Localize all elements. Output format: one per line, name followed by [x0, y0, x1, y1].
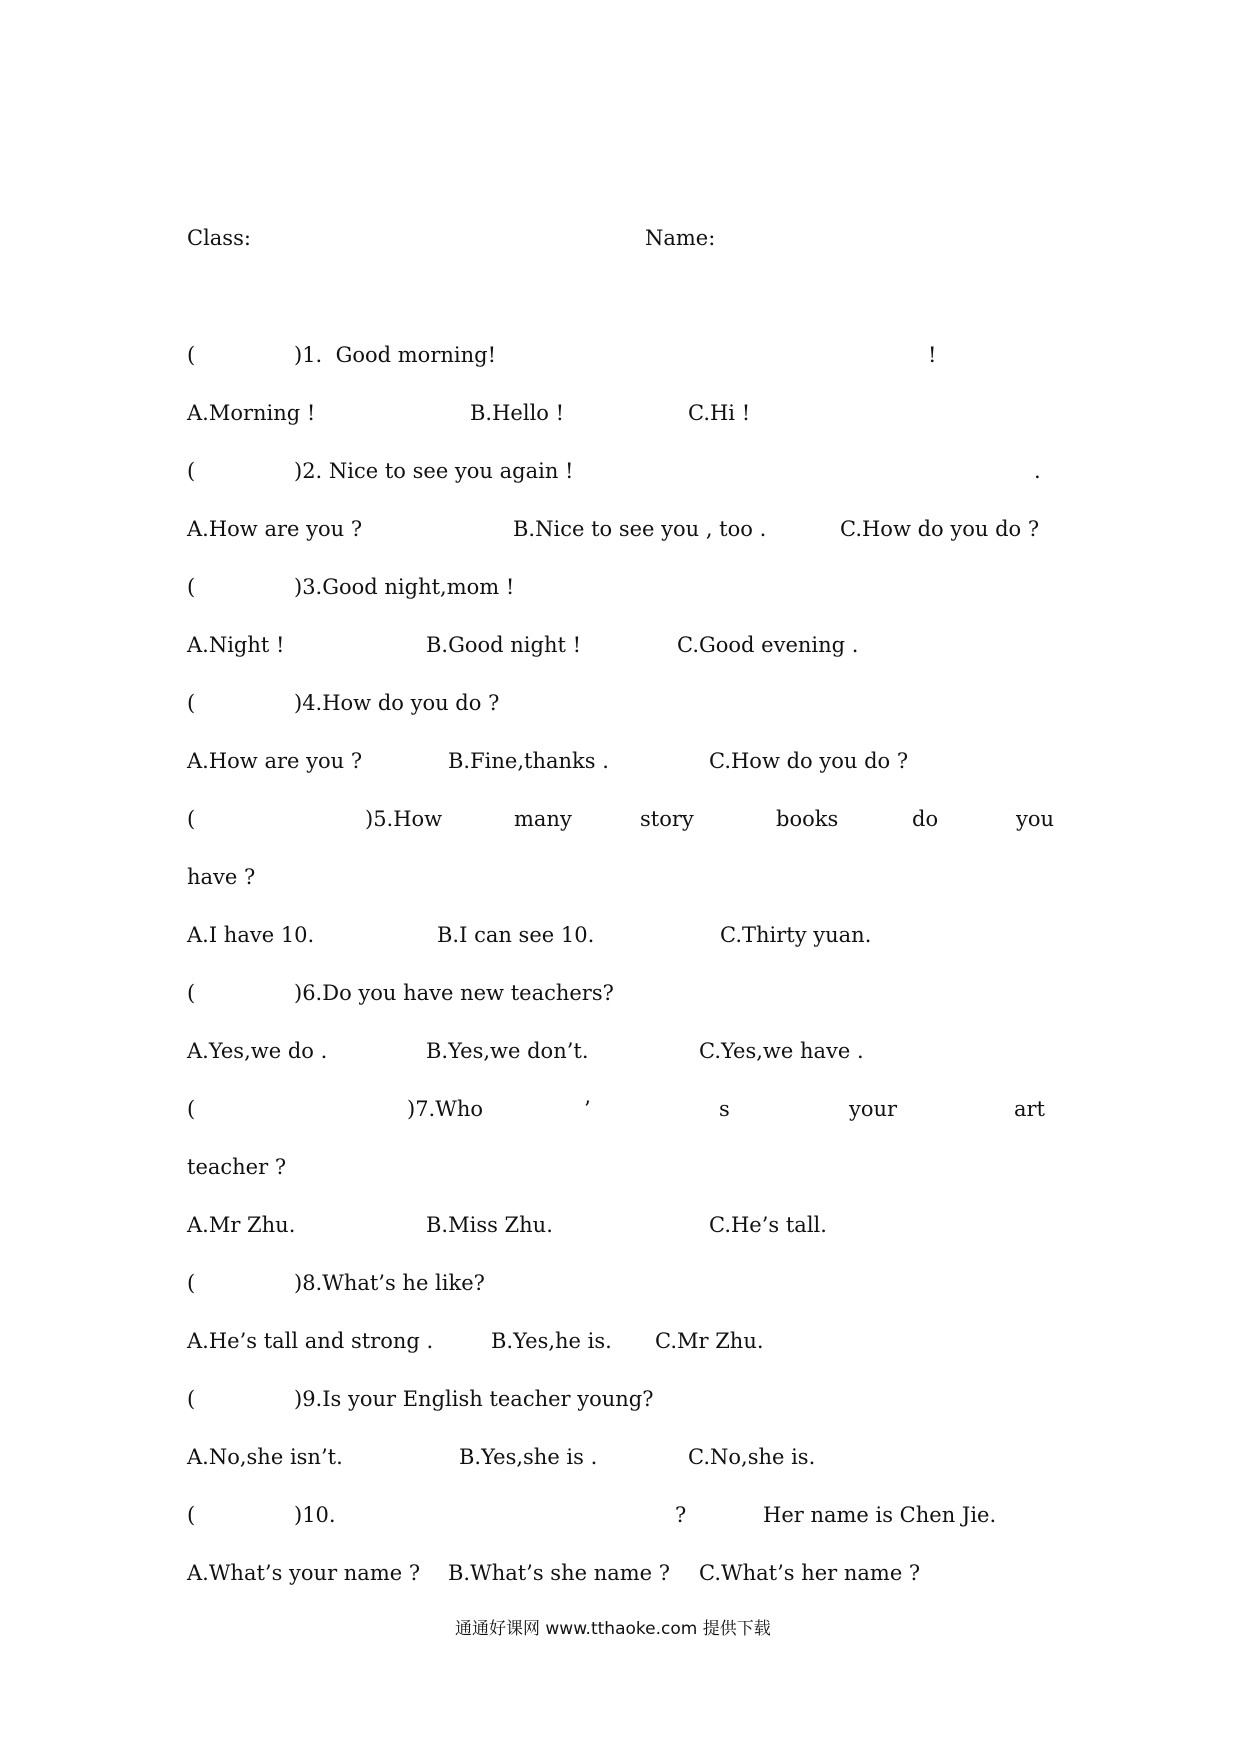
q4-option-a: A.How are you ? [187, 749, 363, 773]
q10-reply: Her name is Chen Jie. [763, 1503, 997, 1527]
q5-stem-continued: have ? [187, 865, 256, 889]
q5-stem-word: story [640, 807, 694, 831]
q7-stem-word: ’ [584, 1097, 591, 1121]
q4-option-c: C.How do you do ? [709, 749, 909, 773]
q5-option-b: B.I can see 10. [437, 923, 595, 947]
q5-option-a: A.I have 10. [187, 923, 315, 947]
q6-answer-paren: ( [187, 981, 196, 1005]
q3-option-b: B.Good night ! [426, 633, 582, 657]
q1-option-a: A.Morning ! [187, 401, 316, 425]
name-label: Name: [645, 226, 716, 250]
q3-stem: )3.Good night,mom ! [294, 575, 515, 599]
q9-option-a: A.No,she isn’t. [187, 1445, 343, 1469]
q7-stem-continued: teacher ? [187, 1155, 287, 1179]
q10-option-c: C.What’s her name ? [699, 1561, 921, 1585]
q6-stem: )6.Do you have new teachers? [294, 981, 614, 1005]
q1-answer-paren: ( [187, 343, 196, 367]
q7-stem-word: s [719, 1097, 730, 1121]
footer-source: 通通好课网 www.tthaoke.com 提供下载 [455, 1619, 771, 1639]
q7-stem-word: art [1014, 1097, 1045, 1121]
q2-end-mark: . [1034, 459, 1041, 483]
q4-answer-paren: ( [187, 691, 196, 715]
q2-option-a: A.How are you ? [187, 517, 363, 541]
q8-option-b: B.Yes,he is. [491, 1329, 612, 1353]
q3-option-c: C.Good evening . [677, 633, 859, 657]
q7-stem-word: )7.Who [407, 1097, 483, 1121]
q10-stem: )10. [294, 1503, 336, 1527]
q7-option-a: A.Mr Zhu. [187, 1213, 296, 1237]
q2-option-c: C.How do you do ? [840, 517, 1040, 541]
q5-stem-word: books [776, 807, 839, 831]
q4-option-b: B.Fine,thanks . [448, 749, 609, 773]
q1-stem: )1. Good morning! [294, 343, 497, 367]
q8-option-a: A.He’s tall and strong . [187, 1329, 434, 1353]
q8-answer-paren: ( [187, 1271, 196, 1295]
q10-answer-paren: ( [187, 1503, 196, 1527]
q6-option-b: B.Yes,we don’t. [426, 1039, 589, 1063]
q4-stem: )4.How do you do ? [294, 691, 500, 715]
q1-option-c: C.Hi ! [688, 401, 751, 425]
q7-stem-word: your [849, 1097, 898, 1121]
q5-stem-word: many [514, 807, 572, 831]
q2-answer-paren: ( [187, 459, 196, 483]
q6-option-a: A.Yes,we do . [187, 1039, 328, 1063]
q5-stem-word: you [1016, 807, 1055, 831]
q3-option-a: A.Night ! [187, 633, 285, 657]
q1-end-mark: ! [928, 343, 937, 367]
q7-option-b: B.Miss Zhu. [426, 1213, 553, 1237]
q2-stem: )2. Nice to see you again ! [294, 459, 574, 483]
q9-option-c: C.No,she is. [688, 1445, 816, 1469]
q9-option-b: B.Yes,she is . [459, 1445, 598, 1469]
q9-answer-paren: ( [187, 1387, 196, 1411]
q1-option-b: B.Hello ! [470, 401, 565, 425]
q7-option-c: C.He’s tall. [709, 1213, 827, 1237]
q5-stem-word: )5.How [365, 807, 443, 831]
q8-stem: )8.What’s he like? [294, 1271, 485, 1295]
q8-option-c: C.Mr Zhu. [655, 1329, 764, 1353]
q9-stem: )9.Is your English teacher young? [294, 1387, 654, 1411]
q5-option-c: C.Thirty yuan. [720, 923, 872, 947]
q5-stem-word: do [912, 807, 939, 831]
class-label: Class: [187, 226, 251, 250]
q10-option-a: A.What’s your name ? [187, 1561, 421, 1585]
q3-answer-paren: ( [187, 575, 196, 599]
q10-option-b: B.What’s she name ? [448, 1561, 671, 1585]
q7-answer-paren: ( [187, 1097, 196, 1121]
q5-answer-paren: ( [187, 807, 196, 831]
q2-option-b: B.Nice to see you , too . [513, 517, 767, 541]
q6-option-c: C.Yes,we have . [699, 1039, 864, 1063]
q10-question-mark: ? [675, 1503, 687, 1527]
